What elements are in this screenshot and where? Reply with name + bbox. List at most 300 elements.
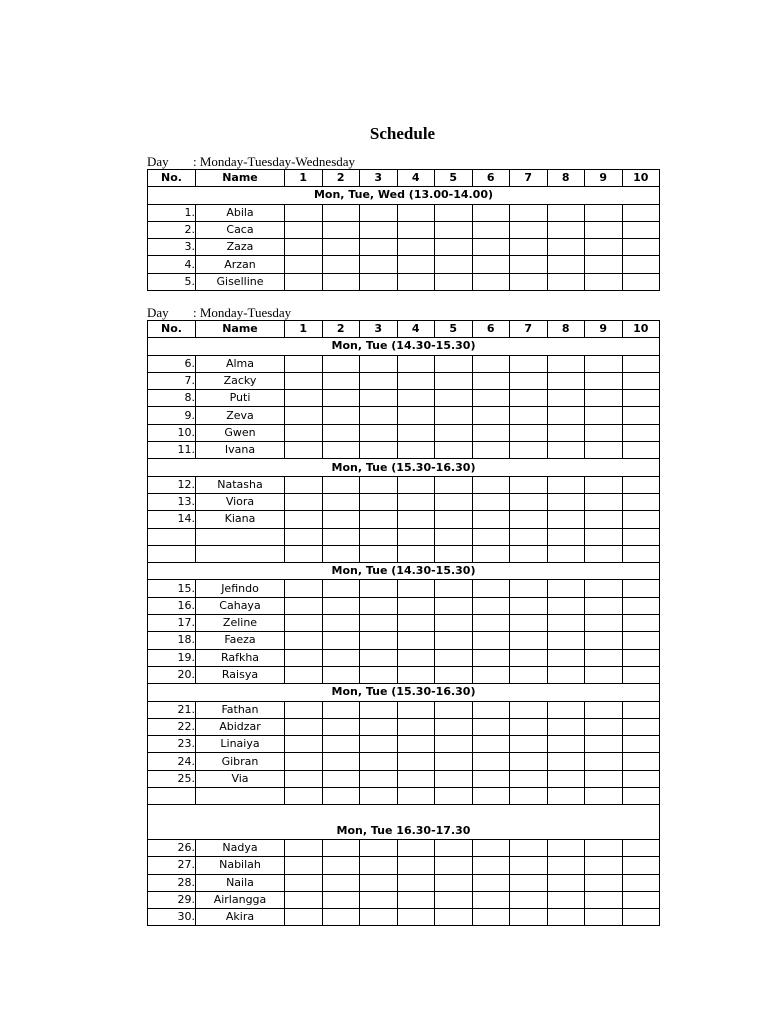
day-cell: [622, 424, 660, 441]
day-cell: [397, 528, 435, 545]
day-cell: [547, 372, 585, 389]
day-cell: [547, 511, 585, 528]
header-row: [148, 321, 660, 338]
table-row: [148, 204, 660, 221]
day-cell: [322, 476, 360, 493]
day-cell: [435, 891, 473, 908]
day-cell: [322, 649, 360, 666]
header-row: [148, 170, 660, 187]
col-header-day: 5: [435, 170, 473, 187]
row-number: 4.: [148, 256, 196, 273]
col-header-day: 1: [285, 321, 323, 338]
day-cell: [622, 649, 660, 666]
row-number: 15.: [148, 580, 196, 597]
row-number: 29.: [148, 891, 196, 908]
day-cell: [322, 666, 360, 683]
day-cell: [285, 753, 323, 770]
day-cell: [285, 874, 323, 891]
day-cell: [397, 857, 435, 874]
day-cell: [622, 256, 660, 273]
day-cell: [285, 204, 323, 221]
day-cell: [622, 891, 660, 908]
day-cell: [322, 891, 360, 908]
day-cell: [435, 753, 473, 770]
student-name: Nabilah: [196, 857, 285, 874]
day-cell: [397, 753, 435, 770]
day-cell: [435, 442, 473, 459]
day-cell: [622, 909, 660, 926]
day-cell: [510, 528, 548, 545]
day-cell: [435, 256, 473, 273]
day-cell: [585, 909, 623, 926]
table-row: [148, 390, 660, 407]
day-cell: [435, 424, 473, 441]
day-cell: [285, 476, 323, 493]
day-cell: [360, 718, 398, 735]
col-header-day: 8: [547, 321, 585, 338]
day-cell: [547, 857, 585, 874]
day-cell: [585, 528, 623, 545]
day-cell: [322, 372, 360, 389]
day-cell: [547, 442, 585, 459]
day-cell: [547, 666, 585, 683]
day-cell: [435, 511, 473, 528]
day-cell: [397, 256, 435, 273]
day-cell: [435, 545, 473, 562]
day-cell: [322, 788, 360, 805]
col-header-day: 1: [285, 170, 323, 187]
col-header-day: 7: [510, 170, 548, 187]
day-cell: [360, 511, 398, 528]
row-number: 12.: [148, 476, 196, 493]
day-cell: [360, 476, 398, 493]
day-cell: [472, 736, 510, 753]
day-cell: [360, 372, 398, 389]
day-cell: [435, 770, 473, 787]
day-cell: [622, 718, 660, 735]
day-cell: [435, 239, 473, 256]
table-row: [148, 753, 660, 770]
day-cell: [585, 753, 623, 770]
student-name: Nadya: [196, 839, 285, 856]
day-cell: [547, 407, 585, 424]
day-cell: [547, 424, 585, 441]
day-cell: [510, 239, 548, 256]
day-cell: [510, 615, 548, 632]
day-cell: [547, 839, 585, 856]
day-cell: [322, 615, 360, 632]
day-cell: [585, 476, 623, 493]
day-cell: [360, 273, 398, 290]
day-cell: [585, 256, 623, 273]
day-cell: [360, 424, 398, 441]
day-cell: [285, 407, 323, 424]
day-cell: [585, 874, 623, 891]
day-cell: [360, 909, 398, 926]
day-cell: [397, 511, 435, 528]
day-cell: [360, 204, 398, 221]
day-label: Day: [147, 305, 169, 320]
day-cell: [622, 476, 660, 493]
day-cell: [547, 528, 585, 545]
table-row: [148, 891, 660, 908]
day-cell: [397, 493, 435, 510]
day-cell: [472, 442, 510, 459]
row-number: 13.: [148, 493, 196, 510]
student-name: Abila: [196, 204, 285, 221]
day-cell: [322, 221, 360, 238]
day-cell: [622, 511, 660, 528]
day-cell: [322, 597, 360, 614]
group-label: Mon, Tue 16.30-17.30: [148, 805, 660, 840]
day-cell: [510, 442, 548, 459]
day-cell: [360, 666, 398, 683]
day-cell: [435, 597, 473, 614]
day-cell: [397, 442, 435, 459]
day-cell: [585, 390, 623, 407]
table-row: [148, 580, 660, 597]
day-cell: [397, 390, 435, 407]
student-name: Fathan: [196, 701, 285, 718]
day-cell: [585, 770, 623, 787]
day-cell: [435, 615, 473, 632]
day-cell: [285, 493, 323, 510]
row-number: 3.: [148, 239, 196, 256]
day-cell: [435, 857, 473, 874]
student-name: Kiana: [196, 511, 285, 528]
day-cell: [360, 649, 398, 666]
day-cell: [397, 545, 435, 562]
day-cell: [397, 632, 435, 649]
day-cell: [435, 701, 473, 718]
day-cell: [285, 580, 323, 597]
table-row: [148, 221, 660, 238]
day-cell: [622, 736, 660, 753]
day-cell: [472, 874, 510, 891]
day-cell: [585, 736, 623, 753]
day-cell: [397, 701, 435, 718]
day-cell: [622, 788, 660, 805]
group-row: [148, 187, 660, 204]
row-number: [148, 788, 196, 805]
row-number: 18.: [148, 632, 196, 649]
table-row: [148, 239, 660, 256]
day-cell: [472, 390, 510, 407]
day-cell: [360, 891, 398, 908]
day-cell: [435, 355, 473, 372]
day-cell: [435, 839, 473, 856]
day-cell: [585, 839, 623, 856]
day-cell: [360, 770, 398, 787]
col-header-day: 9: [585, 321, 623, 338]
row-number: 23.: [148, 736, 196, 753]
day-cell: [510, 580, 548, 597]
day-cell: [435, 632, 473, 649]
day-cell: [510, 355, 548, 372]
table-row: [148, 545, 660, 562]
group-row: [148, 805, 660, 840]
day-cell: [510, 407, 548, 424]
col-header-day: 4: [397, 170, 435, 187]
student-name: Zeline: [196, 615, 285, 632]
table-row: [148, 839, 660, 856]
day-cell: [360, 753, 398, 770]
day-cell: [510, 493, 548, 510]
day-cell: [622, 355, 660, 372]
day-value: : Monday-Tuesday: [193, 305, 292, 320]
day-cell: [397, 407, 435, 424]
day-cell: [322, 424, 360, 441]
day-cell: [472, 372, 510, 389]
day-cell: [285, 909, 323, 926]
col-header-day: 2: [322, 170, 360, 187]
schedule-table-2: [147, 320, 660, 926]
student-name: Abidzar: [196, 718, 285, 735]
day-cell: [435, 493, 473, 510]
day-cell: [435, 580, 473, 597]
student-name: Zacky: [196, 372, 285, 389]
table-row: [148, 256, 660, 273]
student-name: [196, 528, 285, 545]
day-cell: [510, 909, 548, 926]
student-name: Viora: [196, 493, 285, 510]
table-row: [148, 701, 660, 718]
day-cell: [510, 511, 548, 528]
day-cell: [472, 493, 510, 510]
student-name: Zeva: [196, 407, 285, 424]
day-cell: [360, 874, 398, 891]
student-name: [196, 545, 285, 562]
day-cell: [322, 511, 360, 528]
day-cell: [622, 770, 660, 787]
day-cell: [360, 442, 398, 459]
day-cell: [435, 649, 473, 666]
day-cell: [397, 372, 435, 389]
student-name: Via: [196, 770, 285, 787]
day-cell: [322, 580, 360, 597]
day-cell: [322, 701, 360, 718]
row-number: 27.: [148, 857, 196, 874]
day-cell: [285, 666, 323, 683]
day-cell: [472, 788, 510, 805]
table-row: [148, 718, 660, 735]
day-cell: [285, 424, 323, 441]
day-cell: [585, 580, 623, 597]
day-cell: [585, 788, 623, 805]
day-label: Day: [147, 154, 169, 169]
day-cell: [472, 511, 510, 528]
day-cell: [510, 857, 548, 874]
row-number: [148, 528, 196, 545]
day-cell: [435, 718, 473, 735]
day-cell: [472, 580, 510, 597]
col-header-day: 7: [510, 321, 548, 338]
day-cell: [510, 372, 548, 389]
table-row: [148, 407, 660, 424]
day-cell: [622, 273, 660, 290]
row-number: 2.: [148, 221, 196, 238]
day-cell: [510, 718, 548, 735]
day-cell: [322, 407, 360, 424]
day-cell: [622, 204, 660, 221]
row-number: [148, 545, 196, 562]
day-cell: [547, 770, 585, 787]
student-name: Raisya: [196, 666, 285, 683]
student-name: Giselline: [196, 273, 285, 290]
row-number: 5.: [148, 273, 196, 290]
day-cell: [285, 239, 323, 256]
student-name: Zaza: [196, 239, 285, 256]
day-cell: [510, 649, 548, 666]
table-row: [148, 442, 660, 459]
day-cell: [397, 476, 435, 493]
student-name: Akira: [196, 909, 285, 926]
table-row: [148, 632, 660, 649]
day-cell: [622, 442, 660, 459]
day-cell: [547, 355, 585, 372]
col-header-day: 4: [397, 321, 435, 338]
day-cell: [397, 239, 435, 256]
day-cell: [510, 476, 548, 493]
day-cell: [322, 632, 360, 649]
day-cell: [585, 493, 623, 510]
col-header-day: 8: [547, 170, 585, 187]
group-row: [148, 684, 660, 701]
day-cell: [585, 632, 623, 649]
day-cell: [285, 788, 323, 805]
student-name: Gibran: [196, 753, 285, 770]
day-cell: [510, 891, 548, 908]
day-cell: [547, 615, 585, 632]
table-row: [148, 511, 660, 528]
day-cell: [547, 204, 585, 221]
day-cell: [285, 891, 323, 908]
day-cell: [510, 770, 548, 787]
day-cell: [435, 476, 473, 493]
day-cell: [285, 256, 323, 273]
day-cell: [322, 839, 360, 856]
group-label: Mon, Tue (14.30-15.30): [148, 563, 660, 580]
row-number: 8.: [148, 390, 196, 407]
col-header-day: 3: [360, 170, 398, 187]
day-cell: [322, 493, 360, 510]
row-number: 26.: [148, 839, 196, 856]
day-cell: [585, 597, 623, 614]
day-cell: [622, 493, 660, 510]
day-cell: [397, 580, 435, 597]
day-cell: [435, 788, 473, 805]
day-cell: [585, 239, 623, 256]
day-cell: [472, 256, 510, 273]
row-number: 1.: [148, 204, 196, 221]
day-cell: [472, 666, 510, 683]
day-cell: [510, 597, 548, 614]
day-cell: [322, 736, 360, 753]
table-row: [148, 649, 660, 666]
day-cell: [435, 273, 473, 290]
group-label: Mon, Tue (15.30-16.30): [148, 684, 660, 701]
day-cell: [285, 372, 323, 389]
day-cell: [547, 632, 585, 649]
day-cell: [435, 909, 473, 926]
day-cell: [322, 256, 360, 273]
student-name: Jefindo: [196, 580, 285, 597]
day-cell: [622, 580, 660, 597]
day-cell: [622, 666, 660, 683]
day-cell: [622, 407, 660, 424]
day-cell: [510, 256, 548, 273]
day-cell: [622, 372, 660, 389]
day-cell: [547, 390, 585, 407]
day-cell: [322, 545, 360, 562]
day-cell: [397, 736, 435, 753]
day-cell: [510, 874, 548, 891]
day-cell: [285, 545, 323, 562]
day-cell: [472, 528, 510, 545]
table-row: [148, 493, 660, 510]
day-cell: [547, 736, 585, 753]
day-cell: [360, 788, 398, 805]
student-name: Alma: [196, 355, 285, 372]
day-cell: [622, 857, 660, 874]
day-cell: [360, 407, 398, 424]
day-cell: [322, 753, 360, 770]
day-value: : Monday-Tuesday-Wednesday: [193, 154, 356, 169]
day-cell: [285, 221, 323, 238]
day-cell: [397, 597, 435, 614]
row-number: 25.: [148, 770, 196, 787]
day-cell: [547, 476, 585, 493]
col-header-name: Name: [196, 170, 285, 187]
day-cell: [360, 545, 398, 562]
col-header-day: 10: [622, 321, 660, 338]
table-row: [148, 666, 660, 683]
day-cell: [435, 204, 473, 221]
day-cell: [322, 909, 360, 926]
day-cell: [547, 909, 585, 926]
day-cell: [547, 718, 585, 735]
row-number: 14.: [148, 511, 196, 528]
day-cell: [360, 239, 398, 256]
day-cell: [585, 857, 623, 874]
student-name: Caca: [196, 221, 285, 238]
day-cell: [510, 701, 548, 718]
day-cell: [472, 545, 510, 562]
group-label: Mon, Tue (14.30-15.30): [148, 338, 660, 355]
day-cell: [472, 770, 510, 787]
day-cell: [622, 615, 660, 632]
day-cell: [622, 874, 660, 891]
col-header-day: 3: [360, 321, 398, 338]
table-row: [148, 597, 660, 614]
table-row: [148, 273, 660, 290]
day-cell: [397, 788, 435, 805]
group-row: [148, 338, 660, 355]
table-row: [148, 909, 660, 926]
day-cell: [622, 597, 660, 614]
day-cell: [322, 528, 360, 545]
group-row: [148, 563, 660, 580]
day-cell: [510, 736, 548, 753]
day-cell: [285, 615, 323, 632]
page-title: Schedule: [369, 124, 436, 143]
day-cell: [510, 221, 548, 238]
day-cell: [285, 355, 323, 372]
day-cell: [472, 239, 510, 256]
row-number: 28.: [148, 874, 196, 891]
day-cell: [585, 273, 623, 290]
day-cell: [285, 701, 323, 718]
